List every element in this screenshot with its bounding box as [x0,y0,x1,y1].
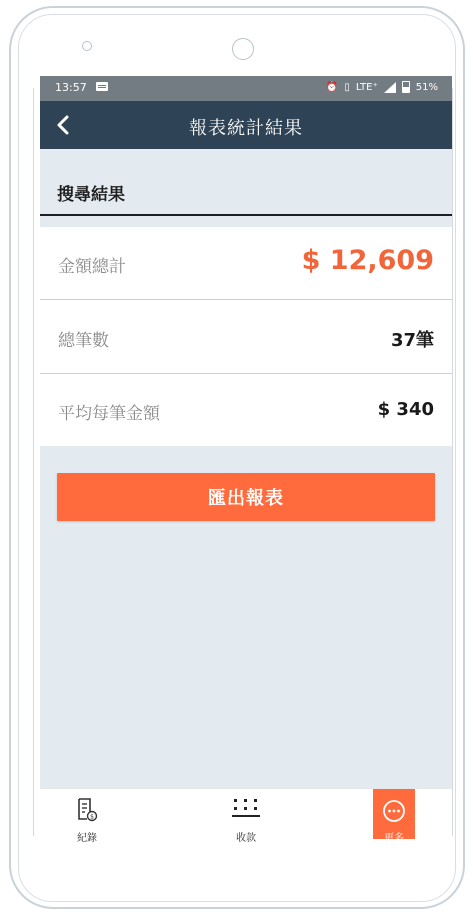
status-time: 13:57 [55,81,87,94]
tab-collect[interactable] [211,789,281,844]
receipt-dollar-icon [76,797,98,821]
row-label-count: 總筆數 [58,331,109,351]
grid-dots-icon [231,797,261,819]
battery-percent: 51% [415,81,438,93]
alarm-icon: ⏰ [325,81,339,93]
screen [40,76,452,844]
result-row-average [40,374,452,446]
tab-records-label: 紀錄 [77,833,97,844]
tab-records[interactable] [52,789,122,844]
status-bar [40,76,452,101]
row-value-count: 37筆 [390,330,434,351]
row-label-total: 金額總計 [58,257,126,277]
tab-collect-label: 收款 [236,833,256,844]
page-title: 報表統計結果 [189,118,303,139]
app-bar [40,101,452,149]
row-value-total: $ 12,609 [301,245,434,276]
svg-text:$: $ [90,813,94,821]
network-type: LTE⁺ [355,81,378,93]
front-camera [232,38,254,60]
row-value-average: $ 340 [377,399,434,420]
battery-icon [402,81,410,93]
message-icon [96,82,108,91]
tab-more[interactable] [373,789,415,844]
frame-edge-right [452,88,453,836]
tab-more-label: 更多 [384,833,404,844]
section-divider [40,214,452,216]
proximity-sensor [82,41,92,51]
signal-icon [384,82,396,93]
more-dots-icon [382,799,406,823]
frame-edge-left [33,88,34,836]
vibrate-icon: ▯ [344,81,350,93]
bottom-tab-bar [40,788,452,844]
result-row-count [40,300,452,373]
result-row-total [40,227,452,299]
section-title: 搜尋結果 [57,185,125,205]
row-label-average: 平均每筆金額 [58,404,160,424]
status-indicators [326,81,438,93]
export-report-button[interactable]: 匯出報表 [57,473,435,521]
